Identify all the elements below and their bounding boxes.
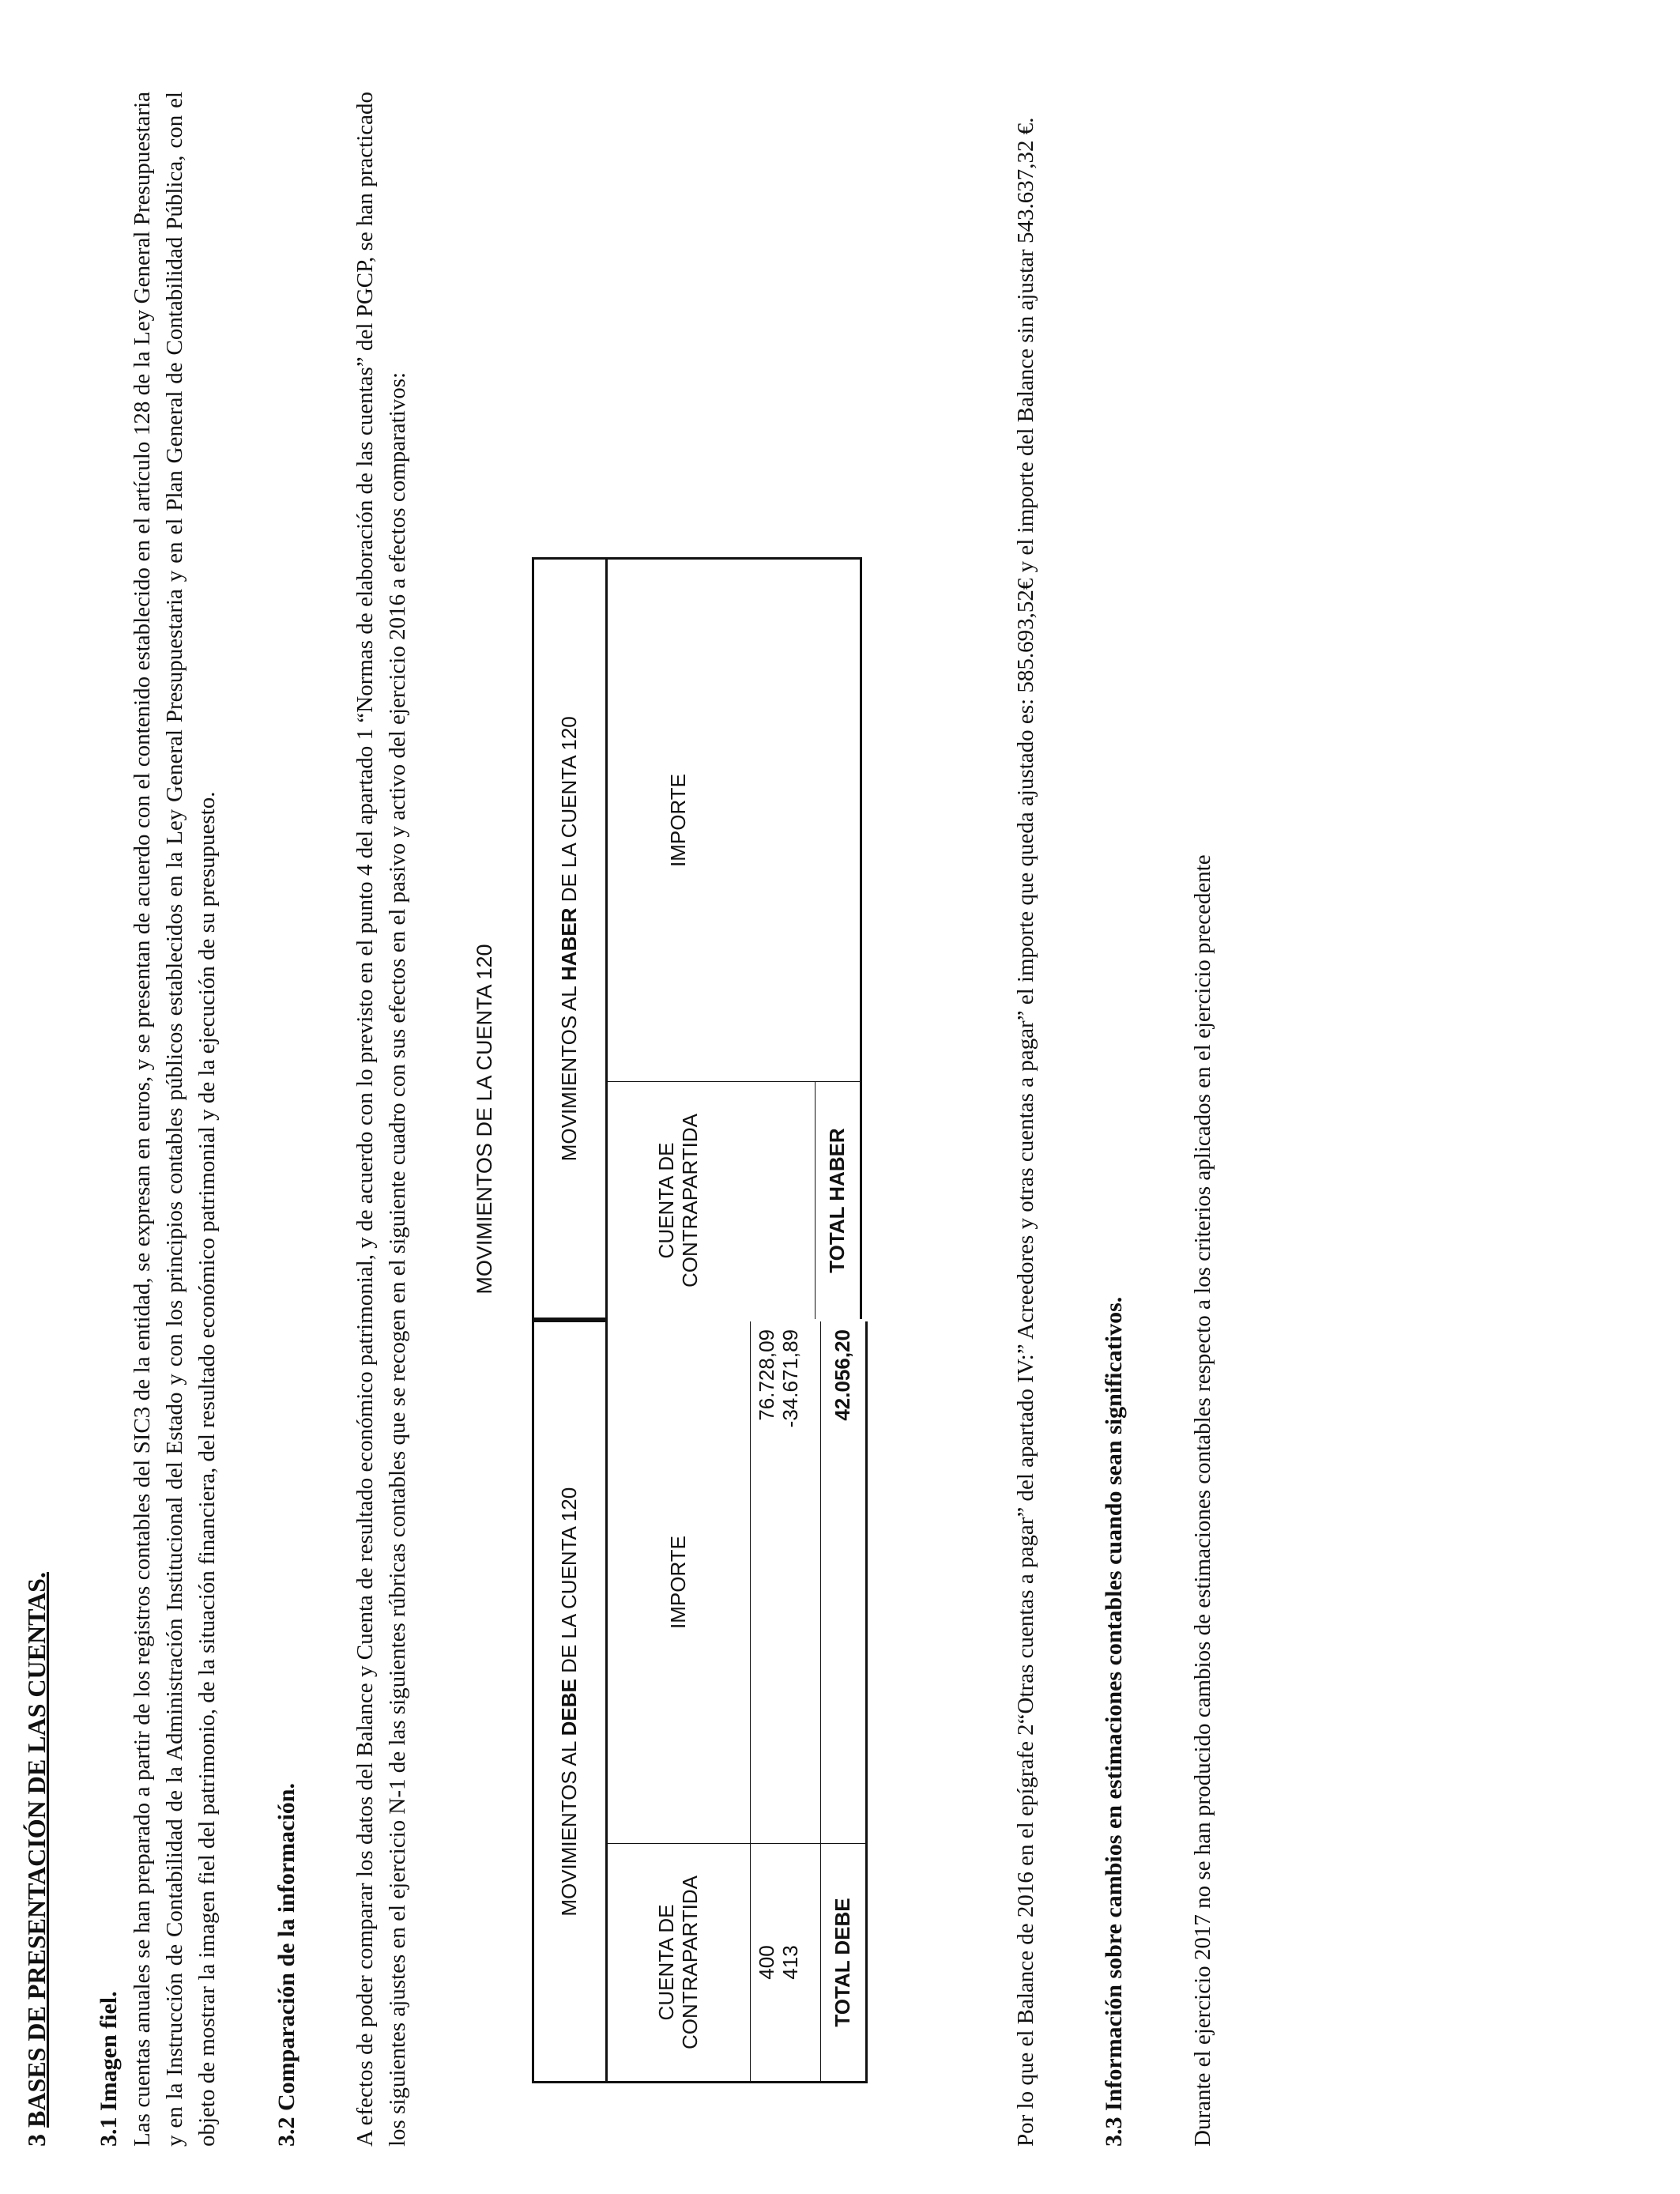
document-body (19, 92, 1219, 2147)
table-debe (532, 1321, 868, 2084)
total-debe-value: 42.056,20 (820, 1321, 866, 1844)
total-haber-label: TOTAL HABER (815, 1082, 861, 1320)
table-caption: MOVIMIENTOS DE LA CUENTA 120 (473, 944, 497, 1295)
paragraph-comparacion: A efectos de poder comparar los datos del Balance y Cuenta de resultado económico patrimonial, y de acuerdo con lo previsto en el punto 4 del apartado 1 “Normas de elaboración de las cuentas” del PGCP, se han practicado los siguientes ajustes en el ejercicio N-1 de las siguientes rúbricas contables que se recogen en el siguiente cuadro con sus efectos en el pasivo y activo del ejercicio 2016 a efectos comparativos: (352, 92, 411, 2147)
column-header-importe: IMPORTE (606, 559, 750, 1082)
total-row (815, 559, 861, 1320)
table-row (750, 559, 816, 1320)
paragraph-balance-ajuste: Por lo que el Balance de 2016 en el epígrafe 2“Otras cuentas a pagar” del apartado IV:” Acreedores y otras cuentas a pagar” el importe que queda ajustado es: 585.693,52€ y el importe del Balance sin ajustar 543.637,32 €. (1012, 117, 1038, 2147)
table-haber-title: MOVIMIENTOS AL HABER DE LA CUENTA 120 (533, 559, 606, 1320)
column-header-cuenta: CUENTA DE CONTRAPARTIDA (606, 1082, 750, 1320)
heading-estimaciones: 3.3 Información sobre cambios en estimaciones contables cuando sean significativos. (1100, 1296, 1127, 2147)
total-row (820, 1321, 866, 2083)
importe-value: -34.671,89 (778, 1329, 802, 1428)
total-haber-value (815, 559, 861, 1082)
table-row (750, 1321, 820, 2083)
table-debe-title: MOVIMIENTOS AL DEBE DE LA CUENTA 120 (533, 1321, 606, 2083)
cuenta-values (750, 1844, 820, 2083)
total-debe-label: TOTAL DEBE (820, 1844, 866, 2083)
section-title-text: BASES DE PRESENTACIÓN DE LAS CUENTAS. (22, 1572, 51, 2128)
importe-value: 76.728,09 (754, 1329, 778, 1421)
importe-values (750, 1321, 820, 1844)
movements-tables (532, 92, 868, 2083)
table-haber (532, 557, 862, 1321)
paragraph-estimaciones: Durante el ejercicio 2017 no se han producido cambios de estimaciones contables respecto a los criterios aplicados en el ejercicio precedente (1189, 854, 1215, 2147)
cuenta-value: 400 (754, 1945, 778, 1980)
column-header-importe: IMPORTE (606, 1321, 750, 1844)
heading-imagen-fiel: 3.1 Imagen fiel. (96, 1991, 122, 2147)
section-number: 3 (22, 2134, 51, 2147)
column-header-cuenta: CUENTA DE CONTRAPARTIDA (606, 1844, 750, 2083)
cuenta-value: 413 (778, 1945, 802, 1980)
heading-comparacion: 3.2 Comparación de la información. (273, 1783, 299, 2147)
paragraph-imagen-fiel: Las cuentas anuales se han preparado a partir de los registros contables del SIC3 de la entidad, se expresan en euros, y se presentan de acuerdo con el contenido establecido en el artículo 128 de la Ley General Presupuestaria y en la Instrucción de Contabilidad de la Administración Institucional del Estado y con los principios contables públicos establecidos en la Ley General Presupuestaria y en el Plan General de Contabilidad Pública, con el objeto de mostrar la imagen fiel del patrimonio, de la situación financiera, del resultado económico patrimonial y de la ejecución de su presupuesto. (130, 92, 220, 2147)
section-title (19, 92, 55, 2147)
